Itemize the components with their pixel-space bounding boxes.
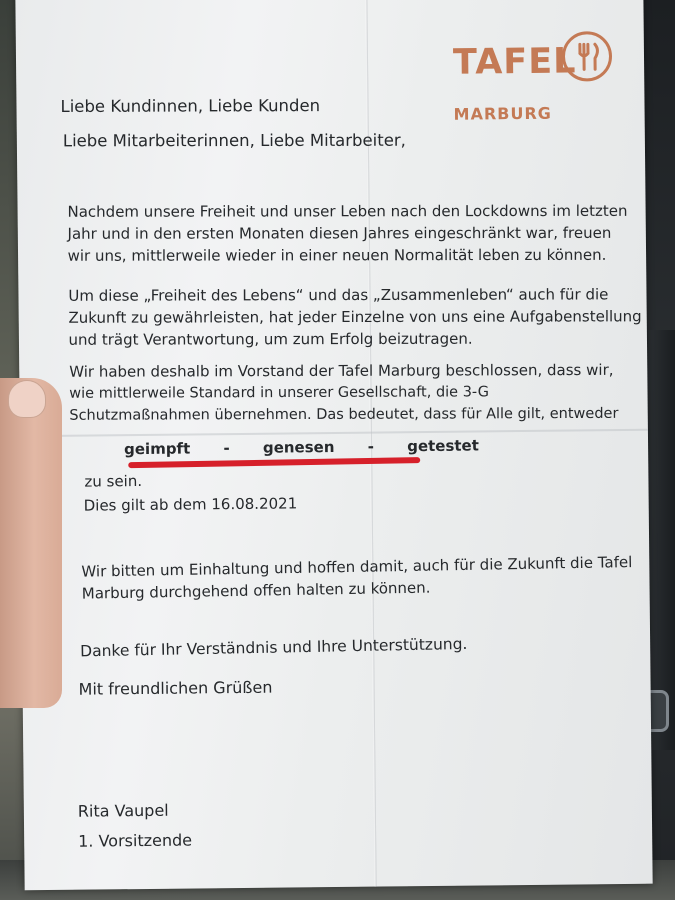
paragraph-line: Zukunft zu gewährleisten, hat jeder Einzelne von uns eine Aufgabenstellung: [68, 307, 642, 327]
thumb-nail: [8, 380, 46, 418]
status-tested: getestet: [407, 436, 479, 456]
paragraph-request: [81, 551, 633, 605]
greeting-staff: Liebe Mitarbeiterinnen, Liebe Mitarbeiter,: [62, 130, 406, 151]
paragraph-line: Nachdem unsere Freiheit und unser Leben nach den Lockdowns im letzten: [67, 201, 628, 221]
status-vaccinated: geimpft: [123, 439, 191, 459]
paragraph-line: Wir bitten um Einhaltung und hoffen damit, auch für die Zukunft die Tafel: [81, 553, 633, 581]
closing-line: Mit freundlichen Grüßen: [78, 677, 273, 699]
paragraph-3g-rule: [69, 359, 618, 427]
tafel-logo: [449, 31, 610, 128]
holding-hand: [0, 378, 62, 708]
paragraph-line: wie mittlerweile Standard in unserer Gesellschaft, die 3-G: [69, 384, 489, 402]
status-separator: -: [223, 439, 230, 458]
paragraph-freedom: [67, 200, 627, 267]
paragraph-line: Um diese „Freiheit des Lebens“ und das „Zusammenleben“ auch für die: [68, 285, 609, 305]
logo-word: TAFEL: [452, 41, 577, 83]
after-options-text: zu sein.: [84, 472, 143, 491]
letter-sheet: [15, 0, 652, 890]
paragraph-line: Marburg durchgehend offen halten zu können.: [81, 578, 431, 603]
fork-knife-icon: [562, 31, 613, 82]
paragraph-line: und trägt Verantwortung, um zum Erfolg beizutragen.: [68, 329, 473, 349]
valid-from-date: Dies gilt ab dem 16.08.2021: [83, 494, 298, 515]
paragraph-line: Wir haben deshalb im Vorstand der Tafel Marburg beschlossen, dass wir,: [69, 360, 614, 381]
signer-name: Rita Vaupel: [77, 800, 169, 821]
paragraph-line: Schutzmaßnahmen übernehmen. Das bedeutet, dass für Alle gilt, entweder: [69, 405, 619, 424]
status-separator: -: [367, 437, 375, 456]
paragraph-line: Jahr und in den ersten Monaten diesen Jahres eingeschränkt war, freuen: [67, 223, 612, 243]
status-recovered: genesen: [262, 437, 335, 457]
greeting-customers: Liebe Kundinnen, Liebe Kunden: [60, 96, 321, 116]
paragraph-responsibility: [68, 283, 641, 351]
signer-role: 1. Vorsitzende: [78, 830, 193, 851]
logo-subtitle: MARBURG: [453, 103, 552, 124]
3g-status-options: [124, 434, 479, 460]
paragraph-line: wir uns, mittlerweile wieder in einer neuen Normalität leben zu können.: [67, 245, 607, 265]
thanks-line: Danke für Ihr Verständnis und Ihre Unterstützung.: [80, 634, 468, 661]
